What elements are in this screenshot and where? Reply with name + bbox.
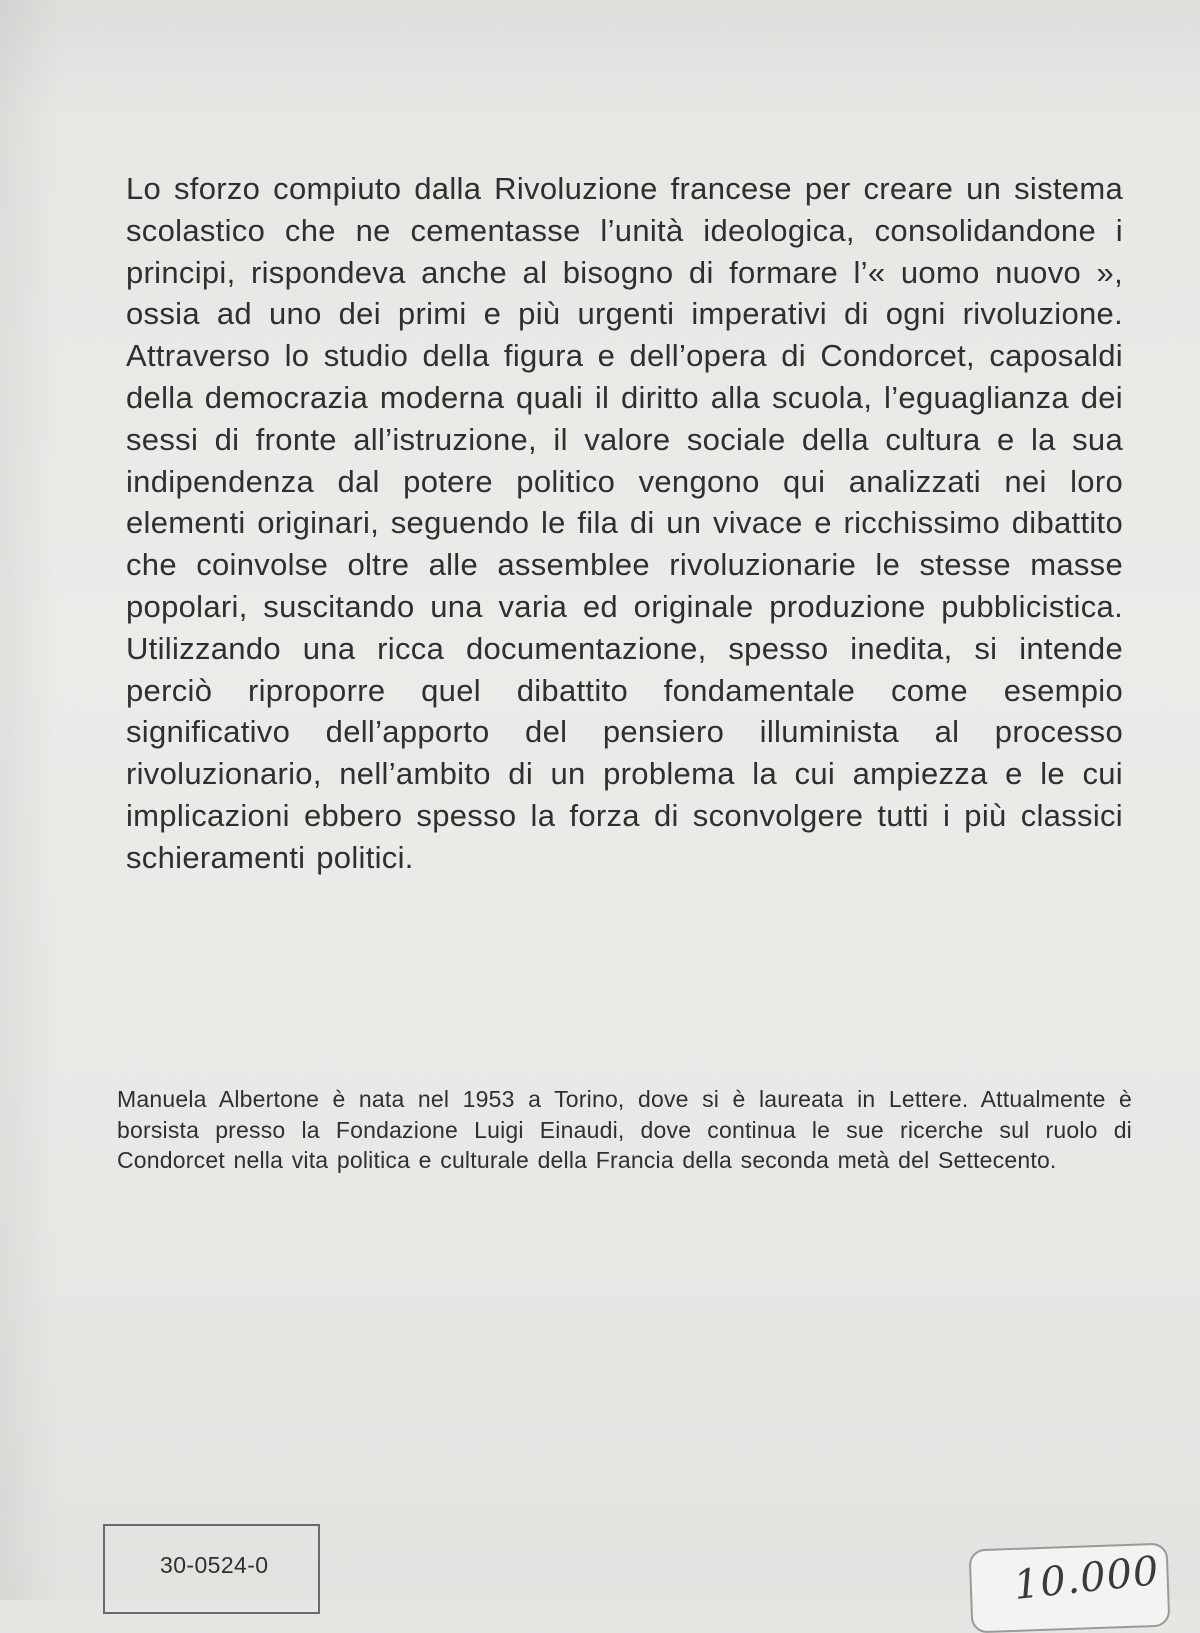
catalog-code: 30-0524-0: [160, 1552, 269, 1578]
price-sticker: [969, 1543, 1171, 1633]
back-cover-blurb: Lo sforzo compiuto dalla Rivoluzione francese per creare un sistema scolastico che ne cementasse l’unità ideologica, consolidandone i principi, rispondeva anche al bisogno di formare l’« uomo nuovo », ossia ad uno dei primi e più urgenti imperativi di ogni rivoluzione. Attraverso lo studio della figura e dell’opera di Condorcet, caposaldi della democrazia moderna quali il diritto alla scuola, l’eguaglianza dei sessi di fronte all’istruzione, il valore sociale della cultura e la sua indipendenza dal potere politico vengono qui analizzati nei loro elementi originari, seguendo le fila di un vivace e ricchissimo dibattito che coinvolse oltre alle assemblee rivoluzionarie le stesse masse popolari, suscitando una varia ed originale produzione pubblicistica. Utilizzando una ricca documentazione, spesso inedita, si intende perciò riproporre quel dibattito fondamentale come esempio significativo dell’apporto del pensiero illuminista al processo rivoluzionario, nell’ambito di un problema la cui ampiezza e le cui implicazioni ebbero spesso la forza di sconvolgere tutti i più classici schieramenti politici.: [126, 171, 1123, 875]
page-shadow-top: [0, 0, 1200, 120]
price-sticker-text: 10.000: [1011, 1547, 1162, 1609]
catalog-code-box: [103, 1524, 320, 1614]
page-shadow-left: [0, 0, 60, 1600]
author-bio: Manuela Albertone è nata nel 1953 a Torino, dove si è laureata in Lettere. Attualmente è borsista presso la Fondazione Luigi Einaudi, dove continua le sue ricerche sul ruolo di Condorcet nella vita politica e culturale della Francia della seconda metà del Settecento.: [117, 1086, 1132, 1173]
